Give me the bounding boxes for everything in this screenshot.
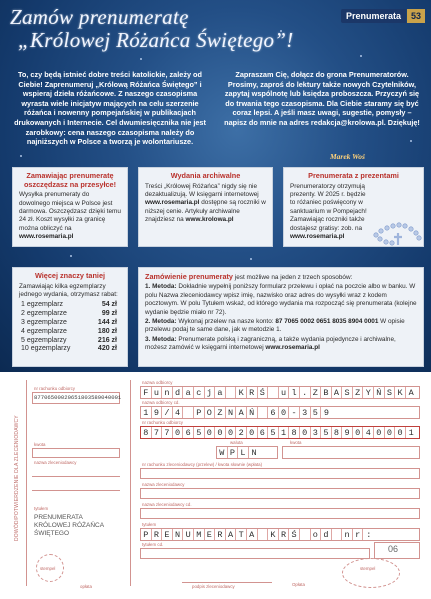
form-cell: 0 — [247, 427, 258, 438]
currency-cells — [217, 447, 259, 458]
form-cell: 4 — [173, 407, 184, 418]
form-cell: T — [236, 529, 247, 540]
section-label: Prenumerata — [341, 9, 406, 23]
form-cell: 8 — [141, 427, 152, 438]
form-cell: n — [342, 529, 353, 540]
form-cell: P — [194, 407, 205, 418]
form-cell: B — [321, 387, 332, 398]
star-decoration — [250, 258, 252, 260]
form-divider — [130, 380, 131, 586]
form-cell: Ń — [247, 407, 258, 418]
recipient-cells — [141, 387, 416, 398]
stamp-label: stempel — [360, 566, 376, 571]
box-title: Zamawiając prenumeratę oszczędzasz na przesyłce! — [23, 171, 117, 189]
bank-account-number: 87 7065 0002 0651 8035 8904 0001 — [275, 318, 379, 326]
transfer-form — [0, 376, 431, 599]
stub-amount-label: kwota — [34, 442, 46, 447]
form-cell: S — [342, 387, 353, 398]
form-cell: 0 — [279, 407, 290, 418]
stub-divider — [26, 380, 27, 586]
form-cell: Ń — [374, 387, 385, 398]
account-label: nr rachunku odbiorcy — [142, 420, 184, 425]
title-line-1: Zamów prenumeratę — [10, 5, 189, 29]
form-cell: Ś — [289, 529, 300, 540]
stamp-area — [342, 558, 400, 588]
form-cell: A — [247, 529, 258, 540]
form-cell: 0 — [173, 427, 184, 438]
form-cell — [332, 529, 343, 540]
stub-title-value: PRENUMERATA KRÓLOWEJ RÓŻAŃCA ŚWIĘTEGO — [34, 514, 104, 537]
form-cell — [183, 407, 194, 418]
form-cell: o — [311, 529, 322, 540]
page-number: 53 — [407, 9, 425, 23]
form-cell: P — [141, 529, 152, 540]
stub-stamp-label: stempel — [40, 566, 56, 571]
signature-line — [182, 582, 272, 583]
stub-line — [32, 476, 120, 477]
form-cell: - — [289, 407, 300, 418]
star-decoration — [20, 155, 22, 157]
form-cell: A — [226, 529, 237, 540]
form-cell: A — [236, 407, 247, 418]
form-cell: Z — [215, 407, 226, 418]
form-cell: 9 — [342, 427, 353, 438]
form-cell: R — [152, 529, 163, 540]
form-cell: a — [215, 387, 226, 398]
form-number: 06 — [388, 544, 399, 554]
form-cell: 0 — [300, 427, 311, 438]
method-2: 2. Metoda: Wykonaj przelew na nasze konto: 87 7065 0002 0651 8035 8904 0001 W opisie przelewu podaj te same dane, jak w metodzie 1. — [145, 318, 405, 334]
price-row: 1 egzemplarz 54 zł — [21, 301, 117, 309]
title2-label: tytułem cd. — [142, 542, 164, 547]
form-cell: 0 — [226, 427, 237, 438]
title2-field[interactable] — [140, 548, 370, 559]
form-cell: K — [395, 387, 406, 398]
form-cell: K — [236, 387, 247, 398]
method-1: 1. Metoda: Dokładnie wypełnij poniższy formularz przelewu i opłać na poczcie albo w banku. W polu Nazwa zleceniodawcy wpisz imię, nazwisko oraz adres do wysyłki wraz z kodem pocztowym. W polu Tytułem wskaż, od którego wydania ma rozpocząć się prenumerata (kolejne wydanie będzie miało nr 72). — [145, 283, 417, 316]
form-cell: 5 — [321, 427, 332, 438]
form-cell: 4 — [363, 427, 374, 438]
form-cell: 6 — [183, 427, 194, 438]
box-heading: Zamówienie prenumeraty jest możliwe na jeden z trzech sposobów: — [145, 272, 353, 281]
form-cell: 0 — [205, 427, 216, 438]
shop-link[interactable]: www.rosemaria.pl — [265, 344, 320, 352]
title-cells — [141, 529, 374, 540]
form-cell — [258, 407, 269, 418]
form-cell: 0 — [374, 427, 385, 438]
form-cell: P — [228, 447, 239, 458]
form-cell: E — [205, 529, 216, 540]
stub-title-label: tytułem — [34, 506, 49, 511]
box-text: Treści „Królowej Różańca” nigdy się nie dezaktualizują. W księgarni internetowej www.rosemaria.pl dostępne są roczniki w niższej cenie. Artykuły archiwalne znajdziesz na www.krolowa.pl — [145, 182, 266, 224]
form-cell: 0 — [385, 427, 396, 438]
recipient2-cells — [141, 407, 332, 418]
form-cell: Ś — [258, 387, 269, 398]
form-cell — [268, 387, 279, 398]
form-cell: 3 — [300, 407, 311, 418]
currency-label: waluta — [230, 440, 243, 445]
box-title: Wydania archiwalne — [170, 171, 241, 180]
stub-account-label: nr rachunku odbiorcy — [34, 386, 76, 391]
form-cell: Z — [353, 387, 364, 398]
box-title: Więcej znaczy taniej — [34, 271, 106, 280]
form-cell — [258, 529, 269, 540]
stub-account-value: 87706500020651803589040001 — [34, 394, 122, 401]
form-cell: 5 — [268, 427, 279, 438]
form-cell: N — [226, 407, 237, 418]
intro-left-text: To, czy będą istnieć dobre treści katolickie, zależy od Ciebie! Zaprenumeruj „Królową Różańca Świętego” i wspieraj dzieła różańcowe. Z naszego czasopisma wyrasta wiele inicjatyw mających na celu szerzenie różańca i nowenny pompejańskiej w publikacjach drukowanych i Internecie. Cel dwumiesięcznika nie jest zarobkowy: cena naszego czasopisma należy do najniższych w Polsce a tworzą je wolontariusze. — [14, 70, 206, 147]
form-cell: / — [162, 407, 173, 418]
shop-link[interactable]: www.rosemaria.pl — [19, 233, 74, 241]
info-box-shipping — [12, 167, 128, 247]
form-cell: 8 — [332, 427, 343, 438]
sender2-field[interactable] — [140, 508, 420, 519]
form-cell: d — [173, 387, 184, 398]
form-cell: 0 — [353, 427, 364, 438]
form-cell: U — [183, 529, 194, 540]
form-cell: 1 — [141, 407, 152, 418]
form-cell: 7 — [162, 427, 173, 438]
form-cell: M — [194, 529, 205, 540]
words-field[interactable] — [140, 468, 420, 479]
form-cell: n — [162, 387, 173, 398]
box-text: Wysyłka prenumeraty do dowolnego miejsca w Polsce jest darmowa. Oszczędzasz dzięki temu 24 zł. Koszt wysyłki za granicę można obliczyć na www.rosemaria.pl — [19, 191, 121, 241]
info-box-order-methods — [138, 267, 424, 367]
form-cell: 6 — [268, 407, 279, 418]
form-cell: Z — [311, 387, 322, 398]
form-cell: Y — [363, 387, 374, 398]
author-signature: Marek Woś — [330, 152, 365, 161]
form-cell: 1 — [408, 427, 414, 438]
form-cell: 5 — [194, 427, 205, 438]
form-cell: 2 — [236, 427, 247, 438]
box-title: Prenumerata z prezentami — [308, 171, 399, 180]
form-cell: K — [268, 529, 279, 540]
form-cell: N — [251, 447, 257, 458]
info-box-archive — [138, 167, 273, 247]
stub-vertical-caption: DOWÓD/POTWIERDZENIE DLA ZLECENIODAWCY — [14, 415, 20, 542]
form-cell: 6 — [258, 427, 269, 438]
method-3: 3. Metoda: Prenumerate polską i zagraniczną, a także wydania pojedyncze i archiwalne, możesz zamówić w księgarni internetowej www.rosemaria.pl — [145, 335, 396, 352]
form-cell: . — [300, 387, 311, 398]
form-cell: A — [408, 387, 414, 398]
box-text: Zamawiając kilka egzemplarzy jednego wydania, otrzymasz rabat: — [19, 282, 118, 298]
form-cell: : — [366, 529, 372, 540]
title-line-2: „Królowej Różańca Świętego”! — [18, 28, 294, 52]
form-cell: F — [141, 387, 152, 398]
form-cell: 1 — [279, 427, 290, 438]
form-cell: 3 — [311, 427, 322, 438]
page-title — [10, 6, 330, 52]
form-cell: l — [289, 387, 300, 398]
form-cell: 7 — [152, 427, 163, 438]
shop-link[interactable]: www.rosemaria.pl — [290, 233, 345, 241]
stub-line — [32, 490, 120, 491]
website-link[interactable]: www.krolowa.pl — [185, 216, 234, 224]
price-row: 2 egzemplarze 99 zł — [21, 310, 117, 318]
form-cell: R — [247, 387, 258, 398]
shop-link[interactable]: www.rosemaria.pl — [145, 199, 200, 207]
form-cell: d — [321, 529, 332, 540]
form-cell: A — [332, 387, 343, 398]
intro-right-text: Zapraszam Cię, dołącz do grona Prenumeratorów. Prosimy, zaproś do lektury także nowych Czytelników, zapytaj wspólnotę lub księdza proboszcza. Przyczyń się do trwania tego czasopisma. Dla Ciebie staramy się być coraz lepsi. A jeśli masz uwagi, sugestie, pomysły – napisz do mnie na adres redakcja@krolowa.pl. Dziękuję! — [224, 70, 420, 127]
form-cell: 0 — [215, 427, 226, 438]
form-cell: 0 — [395, 427, 406, 438]
stub-fee-label: opłata — [80, 584, 92, 589]
sender-label: nazwa zleceniodawcy — [142, 482, 185, 487]
form-cell — [300, 529, 311, 540]
stub-amount-field[interactable] — [32, 448, 120, 458]
form-cell: O — [205, 407, 216, 418]
price-row: 4 egzemplarze 180 zł — [21, 327, 117, 335]
star-decoration — [410, 140, 412, 142]
sender2-label: nazwa zleceniodawcy cd. — [142, 502, 192, 507]
form-cell: r — [353, 529, 364, 540]
form-cell: 9 — [152, 407, 163, 418]
sender-field[interactable] — [140, 488, 420, 499]
form-cell — [226, 387, 237, 398]
star-decoration — [70, 255, 72, 257]
form-cell: j — [205, 387, 216, 398]
star-decoration — [140, 58, 142, 60]
form-cell: W — [217, 447, 228, 458]
rosary-icon — [368, 205, 428, 249]
amount-field[interactable] — [282, 446, 420, 459]
form-cell: 8 — [289, 427, 300, 438]
info-box-discount — [12, 267, 128, 367]
recipient2-label: nazwa odbiorcy cd. — [142, 400, 180, 405]
form-cell: u — [152, 387, 163, 398]
price-row: 3 egzemplarze 144 zł — [21, 319, 117, 326]
account-cells — [141, 427, 416, 438]
price-row: 5 egzemplarzy 216 zł — [21, 336, 117, 344]
fee-label: Opłata — [292, 582, 305, 587]
amount-label: kwota — [290, 440, 302, 445]
form-cell: L — [238, 447, 249, 458]
form-cell: 9 — [323, 407, 329, 418]
stub-sender-label: nazwa zleceniodawcy — [34, 460, 77, 465]
form-cell: N — [173, 529, 184, 540]
form-cell: a — [183, 387, 194, 398]
recipient-label: nazwa odbiorcy — [142, 380, 173, 385]
signature-label: podpis zleceniodawcy — [192, 584, 235, 589]
form-cell: 5 — [311, 407, 322, 418]
form-cell: c — [194, 387, 205, 398]
form-cell: S — [385, 387, 396, 398]
form-cell: u — [279, 387, 290, 398]
form-cell: R — [279, 529, 290, 540]
price-row: 10 egzemplarzy 420 zł — [21, 345, 117, 353]
form-cell: E — [162, 529, 173, 540]
title-label: tytułem — [142, 522, 157, 527]
star-decoration — [360, 55, 362, 57]
form-cell: R — [215, 529, 226, 540]
box-text: Prenumeratorzy otrzymują prezenty. W 2025 r. będzie to różaniec poświęcony w sanktuarium w Pompejach! Zamawiając roczniki także dostajesz gratisy: zob. na www.rosemaria.pl — [290, 182, 367, 241]
words-label: nr rachunku zleceniodawcy (przelew) / kwota słownie (wpłata) — [142, 462, 263, 467]
section-header — [329, 8, 431, 24]
